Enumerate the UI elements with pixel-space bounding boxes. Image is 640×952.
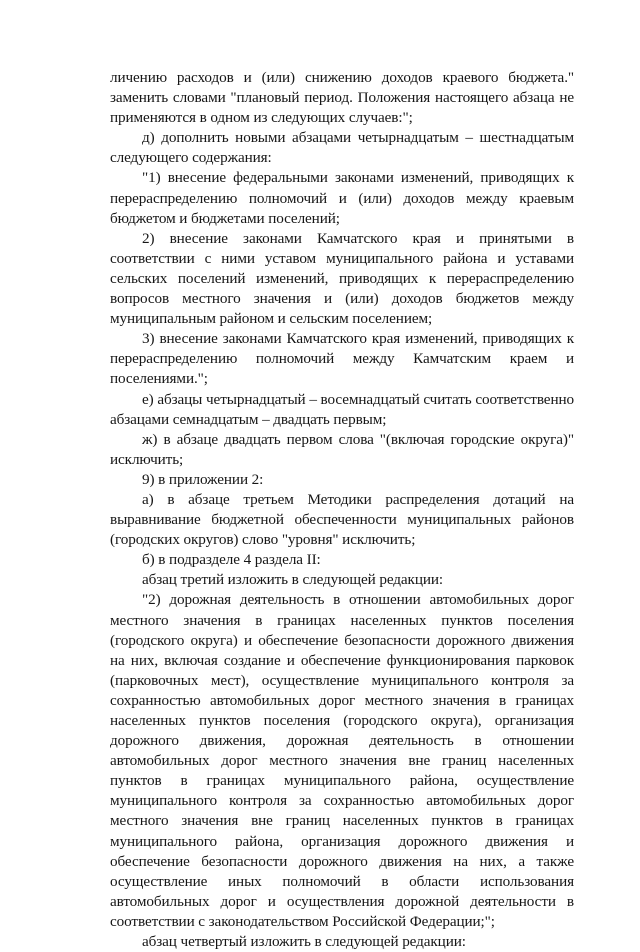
paragraph-abzac-3: абзац третий изложить в следующей редакции: [142, 571, 444, 589]
paragraph-item-e: е) абзацы четырнадцатый – восемнадцатый считать соответственно абзацами семнадцатым – двадцать первым; [110, 390, 574, 428]
paragraph-item-9: 9) в приложении 2: [142, 470, 264, 488]
paragraph-abzac-4: абзац четвертый изложить в следующей редакции: [142, 933, 466, 951]
paragraph-quote-1: "1) внесение федеральными законами изменений, приводящих к перераспределению полномочий и (или) доходов между краевым бюджетом и бюджетами поселений; [110, 169, 574, 227]
paragraph-item-a: а) в абзаце третьем Методики распределения дотаций на выравнивание бюджетной обеспеченности муниципальных районов (городских округов) слово "уровня" исключить; [110, 490, 574, 549]
paragraph-item-zh: ж) в абзаце двадцать первом слова "(включая городские округа)" исключить; [110, 430, 574, 468]
paragraph-quote-3: 3) внесение законами Камчатского края изменений, приводящих к перераспределению полномочий между Камчатским краем и поселениями."; [110, 330, 574, 388]
paragraph-item-d: д) дополнить новыми абзацами четырнадцатым – шестнадцатым следующего содержания: [110, 129, 574, 167]
paragraph-quote-2: 2) внесение законами Камчатского края и принятыми в соответствии с ними уставом муниципального района и уставами сельских поселений изменений, приводящих к перераспределению вопросов местного значения и (или) доходов бюджетов между муниципальным районом и сельским поселением; [110, 229, 574, 328]
paragraph-continuation: личению расходов и (или) снижению доходов краевого бюджета." заменить словами "плановый период. Положения настоящего абзаца не применяются в одном из следующих случаев:"; [110, 69, 574, 127]
paragraph-item-b: б) в подразделе 4 раздела II: [142, 551, 321, 569]
paragraph-road-activity: "2) дорожная деятельность в отношении автомобильных дорог местного значения в границах населенных пунктов поселения (городского округа) и обеспечение безопасности дорожного движения на них, включая создание и обеспечение функционирования парковок (парковочных мест), осуществление муниципального контроля за сохранностью автомобильных дорог местного значения в границах населенных пунктов поселения (городского округа), организация дорожного движения, дорожная деятельность в отношении автомобильных дорог местного значения вне границ населенных пунктов в границах муниципального района, осуществление муниципального контроля за сохранностью автомобильных дорог местного значения вне границ населенных пунктов в границах муниципального района, организация дорожного движения и обеспечение безопасности дорожного движения на них, а также осуществление иных полномочий в области использования автомобильных дорог и осуществления дорожной деятельности в соответствии с законодательством Российской Федерации;"; [110, 591, 574, 930]
